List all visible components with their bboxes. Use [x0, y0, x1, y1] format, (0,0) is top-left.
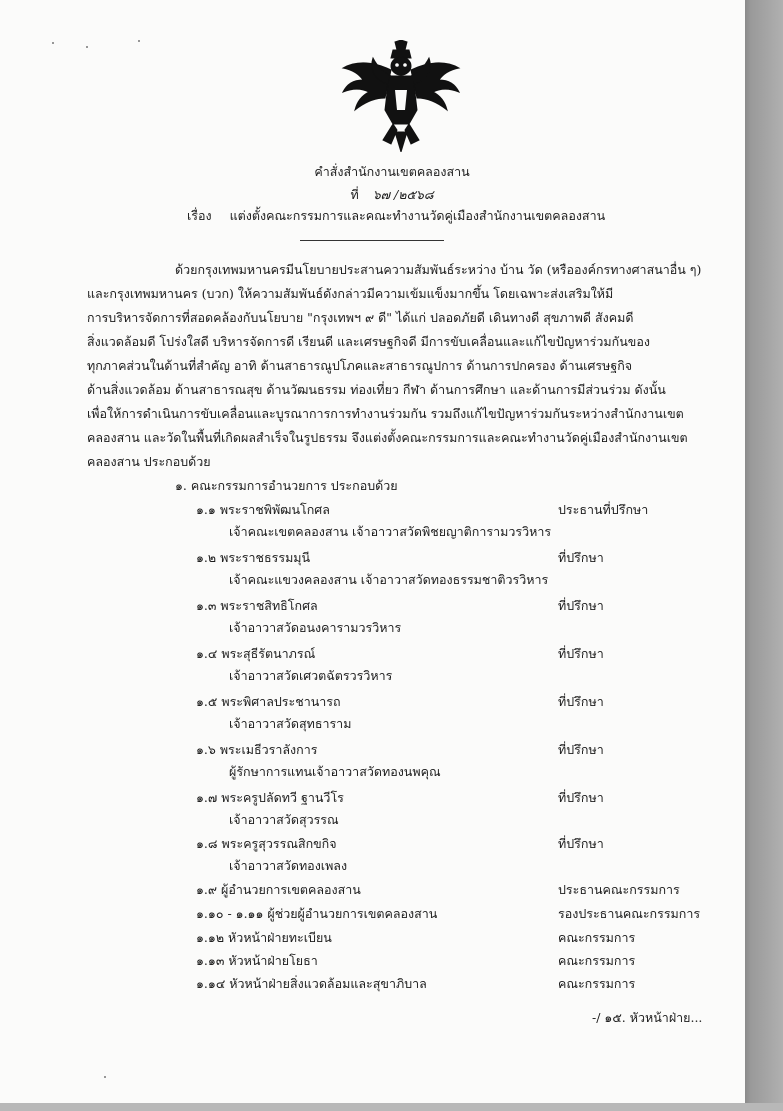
paragraph-line: ด้วยกรุงเทพมหานครมีนโยบายประสานความสัมพันธ์ระหว่าง บ้าน วัด (หรือองค์กรทางศาสนาอื่น ๆ): [175, 262, 702, 277]
committee-name: ๑.๑๒ หัวหน้าฝ่ายทะเบียน: [196, 930, 332, 945]
member-name: ๑.๓ พระราชสิทธิโกศล: [196, 598, 318, 613]
member-title: เจ้าอาวาสวัดสุทธาราม: [229, 716, 352, 731]
member-role: ประธานที่ปรึกษา: [558, 502, 649, 517]
member-title: ผู้รักษาการแทนเจ้าอาวาสวัดทองนพคุณ: [229, 764, 441, 779]
member-name: ๑.๕ พระพิศาลประชานารถ: [196, 694, 341, 709]
member-title: เจ้าคณะเขตคลองสาน เจ้าอาวาสวัดพิชยญาติการามวรวิหาร: [229, 524, 552, 539]
order-title: คำสั่งสำนักงานเขตคลองสาน: [314, 164, 470, 179]
member-role: ที่ปรึกษา: [558, 742, 604, 757]
committee-name: ๑.๑๐ - ๑.๑๑ ผู้ช่วยผู้อำนวยการเขตคลองสาน: [196, 906, 438, 921]
member-name: ๑.๒ พระราชธรรมมุนี: [196, 550, 311, 565]
committee-role: คณะกรรมการ: [558, 930, 636, 945]
member-role: ที่ปรึกษา: [558, 550, 604, 565]
paragraph-line: และกรุงเทพมหานคร (บวก) ให้ความสัมพันธ์ดังกล่าวมีความเข้มแข็งมากขึ้น โดยเฉพาะส่งเสริมให้มี: [87, 286, 614, 301]
paragraph-line: ด้านสิ่งแวดล้อม ด้านสาธารณสุข ด้านวัฒนธรรม ท่องเที่ยว กีฬา ด้านการศึกษา และด้านการมีส่วนร่วม ดังนั้น: [87, 382, 666, 397]
member-name: ๑.๔ พระสุธีรัตนาภรณ์: [196, 646, 316, 661]
subject-line: [187, 210, 605, 223]
scan-shadow-edge: [745, 0, 783, 1111]
member-role: ที่ปรึกษา: [558, 646, 604, 661]
paragraph-line: ทุกภาคส่วนในด้านที่สำคัญ อาทิ ด้านสาธารณูปโภคและสาธารณูปการ ด้านการปกครอง ด้านเศรษฐกิจ: [87, 358, 633, 373]
member-title: เจ้าอาวาสวัดอนงคารามวรวิหาร: [229, 620, 402, 635]
member-role: ที่ปรึกษา: [558, 836, 604, 851]
committee-name: ๑.๙ ผู้อำนวยการเขตคลองสาน: [196, 882, 361, 897]
member-title: เจ้าคณะแขวงคลองสาน เจ้าอาวาสวัดทองธรรมชาติวรวิหาร: [229, 572, 549, 587]
committee-role: คณะกรรมการ: [558, 976, 636, 991]
order-number-line: [0, 185, 783, 205]
scan-speck: [86, 46, 88, 48]
paragraph-line: สิ่งแวดล้อมดี โปร่งใสดี บริหารจัดการดี เรียนดี และเศรษฐกิจดี มีการขับเคลื่อนและแก้ไขปัญหาร่วมกันของ: [87, 334, 650, 349]
committee-name: ๑.๑๔ หัวหน้าฝ่ายสิ่งแวดล้อมและสุขาภิบาล: [196, 976, 427, 991]
member-role: ที่ปรึกษา: [558, 790, 604, 805]
committee-role: คณะกรรมการ: [558, 953, 636, 968]
section-heading: ๑. คณะกรรมการอำนวยการ ประกอบด้วย: [175, 478, 398, 493]
scan-bottom-edge: [0, 1103, 783, 1111]
committee-role: ประธานคณะกรรมการ: [558, 882, 680, 897]
continuation-note: -/ ๑๕. หัวหน้าฝ่าย...: [592, 1010, 703, 1025]
member-role: ที่ปรึกษา: [558, 694, 604, 709]
committee-name: ๑.๑๓ หัวหน้าฝ่ายโยธา: [196, 953, 318, 968]
scan-speck: [138, 40, 140, 42]
member-title: เจ้าอาวาสวัดเศวตฉัตรวรวิหาร: [229, 668, 393, 683]
scan-speck: [52, 42, 54, 44]
member-name: ๑.๑ พระราชพิพัฒนโกศล: [196, 502, 330, 517]
subject-text: แต่งตั้งคณะกรรมการและคณะทำงานวัดคู่เมืองสำนักงานเขตคลองสาน: [229, 208, 606, 223]
paragraph-line: การบริหารจัดการที่สอดคล้องกับนโยบาย "กรุงเทพฯ ๙ ดี" ได้แก่ ปลอดภัยดี เดินทางดี สุขภาพดี สังคมดี: [87, 310, 634, 325]
member-title: เจ้าอาวาสวัดทองเพลง: [229, 858, 348, 873]
order-number: ๖๗ /๒๕๖๘: [372, 187, 434, 202]
paragraph-line: คลองสาน และวัดในพื้นที่เกิดผลสำเร็จในรูปธรรม จึงแต่งตั้งคณะกรรมการและคณะทำงานวัดคู่เมืองสำนักงานเขต: [87, 430, 688, 445]
member-name: ๑.๘ พระครูสุวรรณสิกขกิจ: [196, 836, 337, 851]
committee-role: รองประธานคณะกรรมการ: [558, 906, 701, 921]
order-number-prefix: ที่: [350, 187, 359, 202]
member-role: ที่ปรึกษา: [558, 598, 604, 613]
paragraph-line: เพื่อให้การดำเนินการขับเคลื่อนและบูรณาการการทำงานร่วมกัน รวมถึงแก้ไขปัญหาร่วมกันระหว่างสำนักงานเขต: [87, 406, 684, 421]
divider: [300, 240, 444, 241]
scan-speck: [104, 1076, 106, 1078]
paragraph-line: คลองสาน ประกอบด้วย: [87, 454, 211, 469]
member-name: ๑.๖ พระเมธีวราลังการ: [196, 742, 318, 757]
subject-label: เรื่อง: [187, 208, 212, 223]
garuda-emblem-icon: [339, 40, 463, 152]
member-title: เจ้าอาวาสวัดสุวรรณ: [229, 812, 339, 827]
member-name: ๑.๗ พระครูปลัดทวี ฐานวีโร: [196, 790, 344, 805]
